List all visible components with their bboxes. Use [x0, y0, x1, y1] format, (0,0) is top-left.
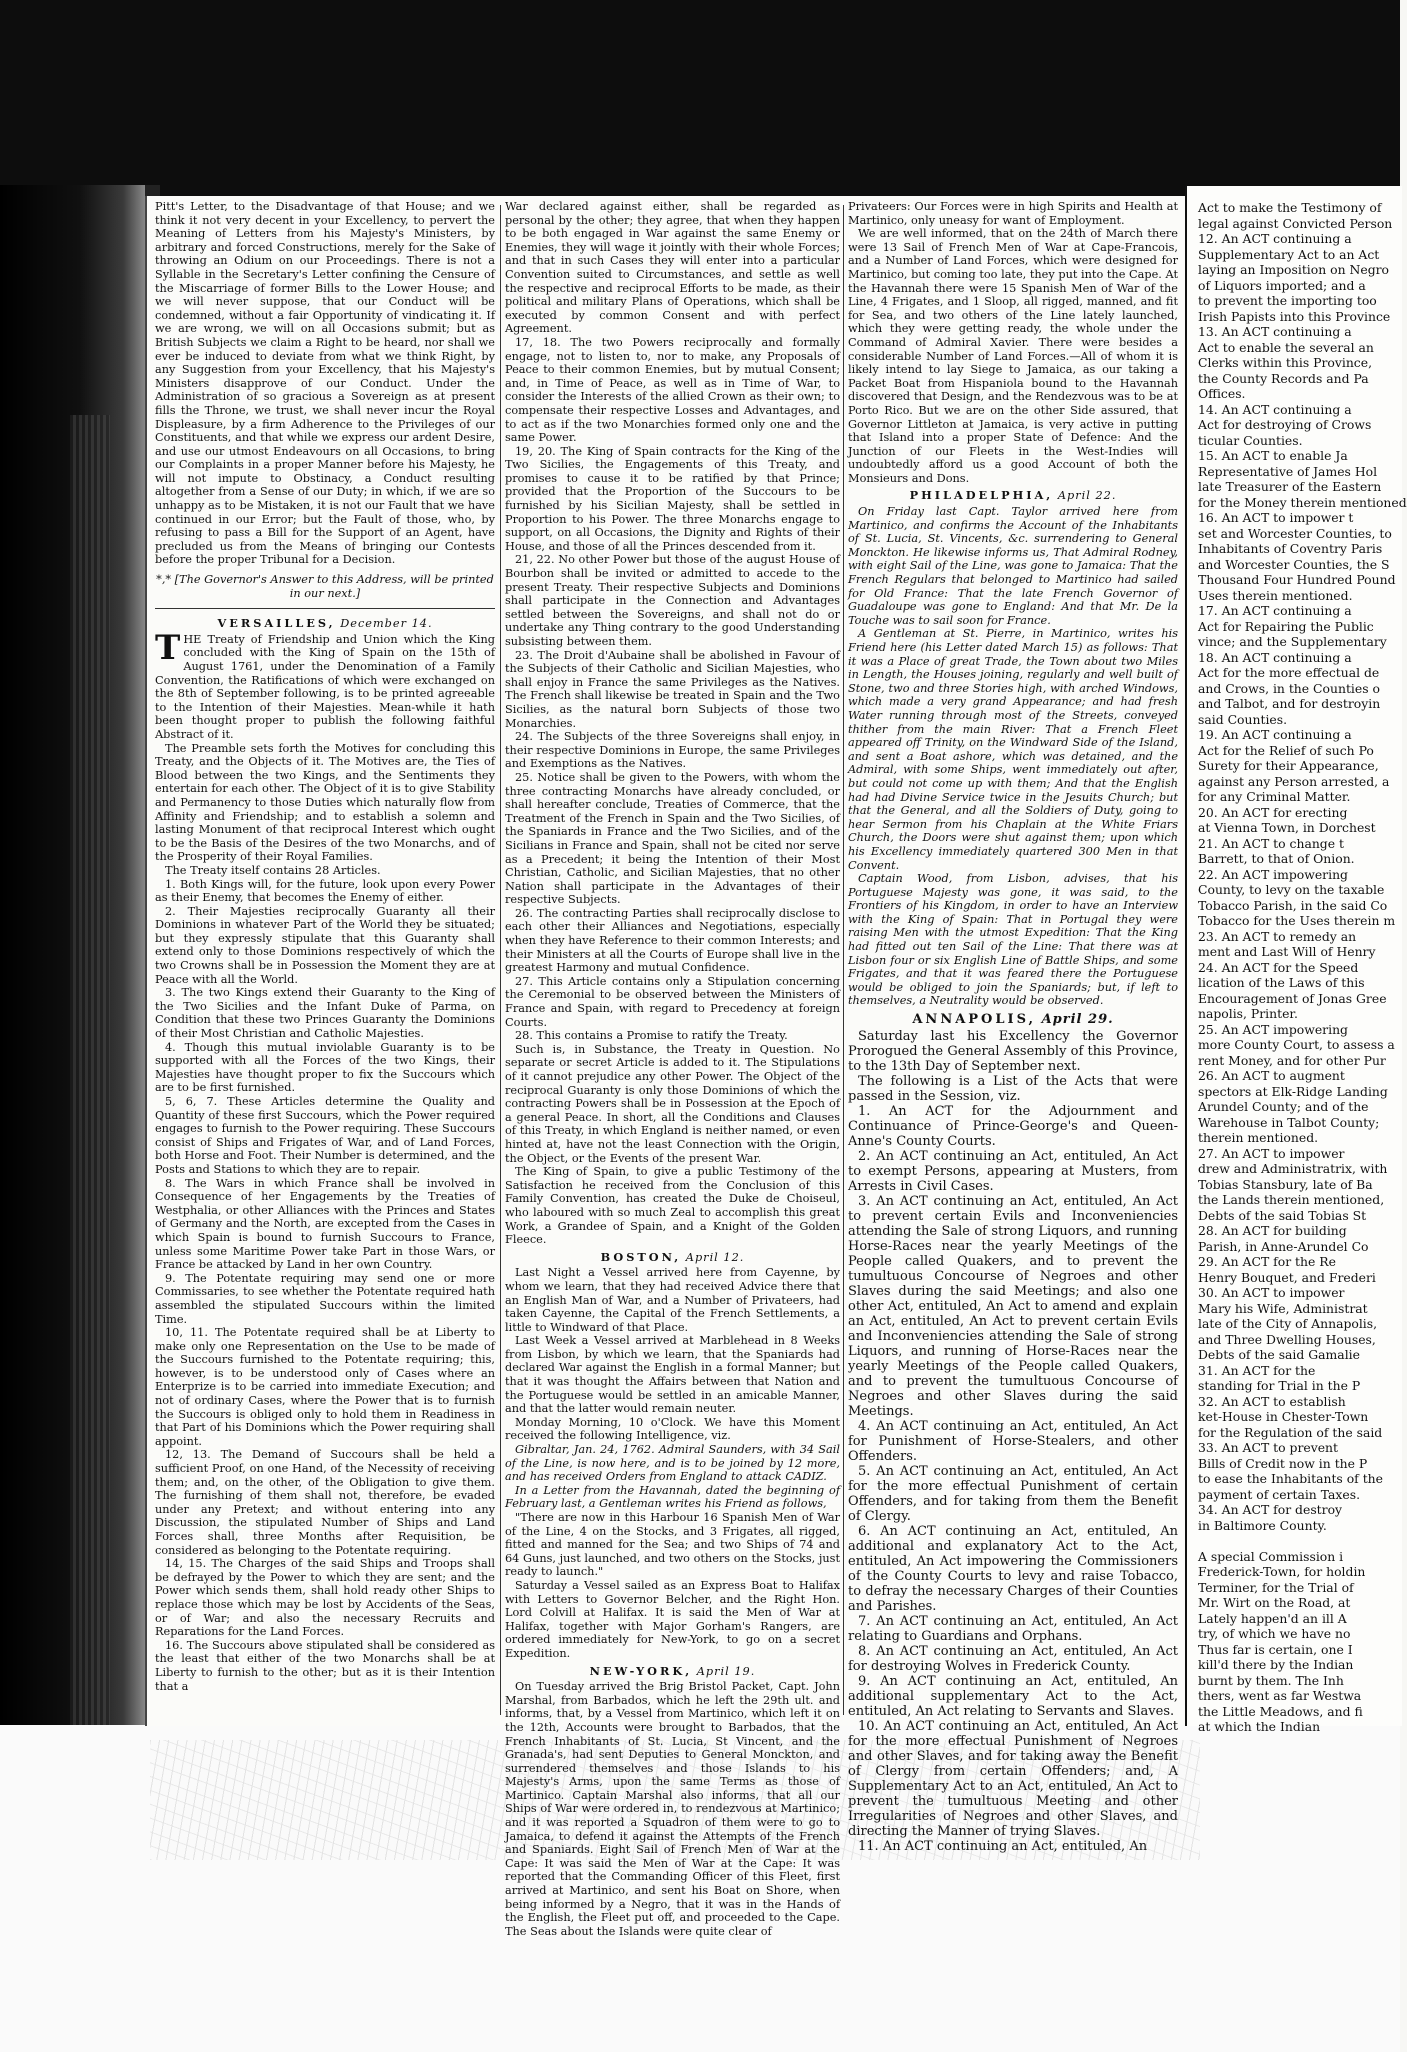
article-paragraph: 3. The two Kings extend their Guaranty to the King of the Two Sicilies and the Infant Duke of Parma, on Condition that these two Princes Guaranty the Dominions of their Most Christian and Catholic Majesties. [155, 986, 495, 1041]
article-paragraph: 21, 22. No other Power but those of the august House of Bourbon shall be invited or admitted to accede to the present Treaty. Their respective Subjects and Dominions shall participate in the Connection and Advantages settled between the Sovereigns, and shall not do or undertake any Thing contrary to the good Understanding subsisting between them. [505, 553, 840, 648]
column-rule [843, 205, 844, 1715]
dateline-place: ANNAPOLIS, [912, 1012, 1037, 1028]
cropped-line: ket-House in Chester-Town [1198, 1409, 1369, 1424]
dateline-place: VERSAILLES, [217, 616, 336, 631]
cropped-line: 19. An ACT continuing a [1198, 727, 1352, 742]
cropped-line: set and Worcester Counties, to [1198, 525, 1392, 541]
article-paragraph: Monday Morning, 10 o'Clock. We have this Moment received the following Intelligence, viz. [505, 1415, 840, 1443]
article-paragraph: 25. Notice shall be given to the Powers, with whom the three contracting Monarchs have already concluded, or shall hereafter conclude, Treaties of Commerce, that the Treatment of the French in Spain and the Two Sicilies, of the Spaniards in France and the Two Sicilies, and of the Sicilians in France and Spain, shall not be cited nor serve as a Precedent; it being the Intention of their Most Christian, Catholic, and Sicilian Majesties, that no other Nation shall participate in the Advantages of their respective Subjects. [505, 770, 840, 907]
article-paragraph: On Tuesday arrived the Brig Bristol Packet, Capt. John Marshal, from Barbados, which he left the 29th ult. and informs, that, by a Vessel from Martinico, which left it on the 12th, Accounts were brought to Barbados, that the French Inhabitants of St. Lucia, St Vincent, and the Granada's, had sent Deputies to General Monckton, and surrendered themselves and those Islands to his Majesty's Arms, upon the same Terms as those of Martinico. Captain Marshal also informs, that all our Ships of War were ordered in, to rendezvous at Martinico; and it was reported a Squadron of them were to go to Jamaica, to defend it against the Attempts of the French and Spaniards. Eight Sail of French Men of War at the Cape: It was said the Men of War at the Cape: It was reported that the Commanding Officer of this Fleet, first arrived at Martinico, and sent his Boat on Shore, when being informed by a Negro, that it was in the Hands of the English, the Fleet put off, and proceeded to the Cape. The Seas about the Islands were quite clear of [505, 1680, 840, 1938]
cropped-line [1198, 1533, 1400, 1549]
cropped-line: A special Commission i [1198, 1548, 1344, 1564]
act-item: 8. An ACT continuing an Act, entituled, An Act for destroying Wolves in Frederick County. [848, 1644, 1178, 1675]
binding-texture [70, 415, 110, 1855]
act-item: 9. An ACT continuing an Act, entituled, An additional supplementary Act to the Act, entituled, An Act relating to Servants and Slaves. [848, 1674, 1178, 1720]
cropped-line: Terminer, for the Trial of [1198, 1579, 1354, 1595]
column-4-cropped [1198, 200, 1407, 1734]
cropped-line: 12. An ACT continuing a [1198, 231, 1352, 246]
cropped-line: 33. An ACT to prevent [1198, 1440, 1338, 1455]
cropped-line: 21. An ACT to change t [1198, 835, 1344, 851]
cropped-line: 32. An ACT to establish [1198, 1393, 1346, 1409]
dateline [505, 1251, 840, 1265]
cropped-line: 22. An ACT impowering [1198, 866, 1348, 882]
dateline [155, 617, 495, 631]
cropped-line: standing for Trial in the P [1198, 1378, 1361, 1393]
cropped-line: Thousand Four Hundred Pound [1198, 572, 1396, 587]
act-item: 2. An ACT continuing an Act, entituled, An Act to exempt Persons, appearing at Musters, from Arrests in Civil Cases. [848, 1149, 1178, 1195]
article-paragraph: Such is, in Substance, the Treaty in Question. No separate or secret Article is added to it. The Stipulations of it cannot prejudice any other Power. The Object of the reciprocal Guaranty is only those Dominions of which the contracting Powers shall be in Possession at the Epoch of a general Peace. In short, all the Conditions and Clauses of this Treaty, in which England is neither named, or even hinted at, have not the least Connection with the Origin, the Object, or the Events of the present War. [505, 1042, 840, 1165]
article-paragraph: Pitt's Letter, to the Disadvantage of that House; and we think it not very decent in your Excellency, to pervert the Meaning of Letters from his Majesty's Ministers, by arbitrary and forced Constructions, merely for the Sake of throwing an Odium on our Proceedings. There is not a Syllable in the Secretary's Letter confining the Censure of the Miscarriage of former Bills to the Lower House; and we will never suppose, that our Conduct will be condemned, without a fair Opportunity of vindicating it. If we are wrong, we will on all Occasions submit; but as British Subjects we claim a Right to be heard, nor shall we ever be induced to deviate from what we think Right, by any Suggestion from your Excellency, that his Majesty's Ministers disapprove of our Conduct. Under the Administration of so gracious a Sovereign as at present fills the Throne, we trust, we shall never incur the Royal Displeasure, by a firm Adherence to the Privileges of our Constituents, and that while we express our ardent Desire, and use our utmost Endeavours on all Occasions, to bring our Complaints in a proper Manner before his Majesty, he will not impute to Obstinacy, a Conduct resulting altogether from a Sense of our Duty; in which, if we are so unhappy as to be Mistaken, it is not our Fault that we have continued in our Error; but the Fault of those, who, by refusing to pass a Bill for the Support of an Agent, have precluded us from the Means of bringing our Contests before the proper Tribunal for a Decision. [155, 200, 495, 567]
cropped-line: ticular Counties. [1198, 432, 1303, 448]
column-1 [155, 200, 495, 1725]
cropped-line: Act to enable the several an [1198, 339, 1374, 355]
article-paragraph: The Treaty itself contains 28 Articles. [165, 863, 381, 877]
cropped-line: 27. An ACT to impower [1198, 1145, 1345, 1161]
cropped-line: Thus far is certain, one I [1198, 1641, 1353, 1657]
cropped-line: vince; and the Supplementary [1198, 634, 1387, 649]
paragraph-text: HE Treaty of Friendship and Union which the King concluded with the King of Spain on the 15th of August 1761, under the Denomination of a Family Convention, the Ratifications of which were exchanged on the 8th of September following, is to be printed agreeable to the Intention of their Majesties. Mean-while it hath been thought proper to publish the following faithful Abstract of it. [155, 632, 495, 741]
cropped-line: and Crows, in the Counties o [1198, 680, 1380, 696]
cropped-line: the County Records and Pa [1198, 370, 1369, 386]
article-paragraph: Privateers: Our Forces were in high Spirits and Health at Martinico, only uneasy for want of Employment. [848, 200, 1178, 227]
cropped-line: Bills of Credit now in the P [1198, 1455, 1368, 1471]
cropped-line: Offices. [1198, 386, 1246, 401]
cropped-line: Tobacco Parish, in the said Co [1198, 897, 1388, 913]
article-paragraph: Captain Wood, from Lisbon, advises, that his Portuguese Majesty was gone, it was said, to the Frontiers of his Kingdom, in order to have an Interview with the King of Spain: That in Portugal they were raising Men with the utmost Expedition: That the King had fitted out ten Sail of the Line: That there was at Lisbon four or six English Line of Battle Ships, and some Frigates, and that it was feared there the Portuguese would be obliged to join the Spaniards; but, if left to themselves, a Neutrality would be observed. [848, 872, 1178, 1008]
editor-note: *,* [The Governor's Answer to this Address, will be printed in our next.] [156, 573, 494, 600]
dateline-date: April 22. [1057, 489, 1117, 503]
dateline-place: NEW-YORK, [589, 1663, 693, 1678]
divider [155, 608, 495, 609]
cropped-line: against any Person arrested, a [1198, 773, 1390, 789]
cropped-line: and Three Dwelling Houses, [1198, 1331, 1376, 1347]
cropped-line: Parish, in Anne-Arundel Co [1198, 1238, 1369, 1254]
cropped-line: Arundel County; and of the [1198, 1099, 1369, 1114]
cropped-line: Warehouse in Talbot County; [1198, 1114, 1380, 1130]
article-paragraph: 12, 13. The Demand of Succours shall be held a sufficient Proof, on one Hand, of the Necessity of receiving them; and, on the other, of the Obligation to give them. The furnishing of them shall not, therefore, be evaded under any Pretext; and without entering into any Discussion, the stipulated Number of Ships and Land Forces shall, three Months after Requisition, be considered as belonging to the Potentate requiring. [155, 1448, 495, 1557]
cropped-line: 15. An ACT to enable Ja [1198, 448, 1348, 463]
cropped-line: Debts of the said Gamalie [1198, 1347, 1360, 1362]
cropped-line: the Lands therein mentioned, [1198, 1192, 1385, 1207]
cropped-line: legal against Convicted Person [1198, 215, 1393, 231]
cropped-line: spectors at Elk-Ridge Landing [1198, 1083, 1388, 1099]
article-paragraph: Last Night a Vessel arrived here from Cayenne, by whom we learn, that they had received Advice there that an English Man of War, and a Number of Privateers, had taken Cayenne, the Capital of the French Settlements, a little to Windward of that Place. [505, 1266, 840, 1334]
cropped-line: Supplementary Act to an Act [1198, 246, 1380, 262]
cropped-line: and Worcester Counties, the S [1198, 556, 1390, 572]
act-item: 1. An ACT for the Adjournment and Continuance of Prince-George's and Queen-Anne's County Courts. [848, 1104, 1178, 1150]
act-item: 10. An ACT continuing an Act, entituled, An Act for the more effectual Punishment of Negroes and other Slaves, and for taking away the Benefit of Clergy from certain Offenders; and, A Supplementary Act to an Act, entituled, An Act to prevent the tumultuous Meeting and other Irregularities of Negroes and other Slaves, and directing the Manner of trying Slaves. [848, 1719, 1178, 1840]
article-paragraph: 2. Their Majesties reciprocally Guaranty all their Dominions in whatever Part of the World they be situated; but they expressly stipulate that this Guaranty shall extend only to those Dominions respectively of which the two Crowns shall be in Possession the Moment they are at Peace with all the World. [155, 904, 495, 986]
column-rule [500, 205, 501, 1715]
article-paragraph: In a Letter from the Havannah, dated the beginning of February last, a Gentleman writes his Friend as follows, [505, 1483, 840, 1511]
cropped-line: Act for the more effectual de [1198, 665, 1380, 680]
cropped-line: 18. An ACT continuing a [1198, 649, 1352, 665]
article-paragraph: Saturday a Vessel sailed as an Express Boat to Halifax with Letters to Governor Belcher, and the Right Hon. Lord Colvill at Halifax. It is said the Men of War at Halifax, together with Major Gorham's Rangers, are ordered immediately for New-York, to go on a secret Expedition. [505, 1578, 840, 1660]
article-paragraph: 8. The Wars in which France shall be involved in Consequence of her Engagements by the Treaties of Westphalia, or other Alliances with the Princes and States of Germany and the North, are excepted from the Cases in which Spain is bound to furnish Succours to France, unless some Maritime Power take Part in those Wars, or France be attacked by Land in her own Country. [155, 1176, 495, 1272]
cropped-line: 16. An ACT to impower t [1198, 510, 1354, 525]
article-paragraph: The Preamble sets forth the Motives for concluding this Treaty, and the Objects of it. The Motives are, the Ties of Blood between the two Kings, and the Sentiments they entertain for each other. The Object of it is to give Stability and Permanency to those Duties which naturally flow from Affinity and Friendship; and to establish a solemn and lasting Monument of that reciprocal Interest which ought to be the Basis of the Desires of the two Monarchs, and of the Prosperity of their Royal Families. [155, 741, 495, 864]
article-paragraph: 28. This contains a Promise to ratify the Treaty. [515, 1029, 788, 1043]
cropped-line: Barrett, to that of Onion. [1198, 851, 1355, 866]
cropped-line: Mr. Wirt on the Road, at [1198, 1595, 1351, 1610]
cropped-line: 34. An ACT for destroy [1198, 1502, 1343, 1517]
dateline-date: April 19. [696, 1664, 756, 1678]
article-paragraph: 24. The Subjects of the three Sovereigns shall enjoy, in their respective Dominions in Europe, the same Privileges and Exemptions as the Natives. [505, 730, 840, 771]
cropped-line: Lately happen'd an ill A [1198, 1610, 1347, 1626]
cropped-line: Inhabitants of Coventry Paris [1198, 541, 1383, 556]
cropped-line: lication of the Laws of this [1198, 975, 1365, 990]
cropped-line: of Liquors imported; and a [1198, 277, 1366, 293]
article-paragraph: 23. The Droit d'Aubaine shall be abolished in Favour of the Subjects of their Catholic and Sicilian Majesties, who shall enjoy in France the same Privileges as the Natives. The French shall likewise be treated in Spain and the Two Sicilies, as the natural born Subjects of those two Monarchies. [505, 648, 840, 730]
cropped-line: 14. An ACT continuing a [1198, 401, 1352, 417]
cropped-line: late of the City of Annapolis, [1198, 1316, 1378, 1331]
cropped-line: Clerks within this Province, [1198, 355, 1373, 370]
cropped-line: more County Court, to assess a [1198, 1037, 1395, 1052]
act-item: 6. An ACT continuing an Act, entituled, An additional and explanatory Act to the Act, entituled, An Act impowering the Commissioners of the County Courts to levy and raise Tobacco, to defray the necessary Charges of their Counties and Parishes. [848, 1524, 1178, 1615]
article-paragraph: 9. The Potentate requiring may send one or more Commissaries, to see whether the Potentate required hath assembled the stipulated Succours within the limited Time. [155, 1271, 495, 1326]
article-paragraph: "There are now in this Harbour 16 Spanish Men of War of the Line, 4 on the Stocks, and 3 Frigates, all rigged, fitted and manned for the Sea; and two Ships of 74 and 64 Guns, just launched, and two others on the Stocks, just ready to launch." [505, 1511, 840, 1579]
cropped-line: Surety for their Appearance, [1198, 758, 1379, 773]
cropped-line: 20. An ACT for erecting [1198, 804, 1348, 820]
cropped-line: 30. An ACT to impower [1198, 1285, 1345, 1300]
cropped-line: 24. An ACT for the Speed [1198, 959, 1359, 975]
cropped-line: said Counties. [1198, 711, 1288, 727]
cropped-line: late Treasurer of the Eastern [1198, 479, 1382, 494]
cropped-line: laying an Imposition on Negro [1198, 262, 1390, 277]
cropped-line: Act for the Relief of such Po [1198, 742, 1374, 758]
cropped-line: for the Regulation of the said [1198, 1424, 1383, 1440]
cropped-line: 31. An ACT for the [1198, 1362, 1316, 1378]
cropped-line: ment and Last Will of Henry [1198, 944, 1376, 959]
article-paragraph: The King of Spain, to give a public Testimony of the Satisfaction he received from the Conclusion of this Family Convention, has created the Duke de Choiseul, who laboured with so much Zeal to accomplish this great Work, a Grandee of Spain, and a Knight of the Golden Fleece. [505, 1165, 840, 1247]
cropped-line: 17. An ACT continuing a [1198, 603, 1352, 618]
cropped-line: and Talbot, and for destroyin [1198, 696, 1381, 711]
cropped-line: 28. An ACT for building [1198, 1223, 1347, 1238]
article-paragraph: 4. Though this mutual inviolable Guaranty is to be supported with all the Forces of the two Kings, their Majesties have thought proper to fix the Succours which are to be first furnished. [155, 1040, 495, 1095]
article-paragraph: 5, 6, 7. These Articles determine the Quality and Quantity of these first Succours, which the Power required engages to furnish to the Power requiring. These Succours consist of Ships and Frigates of War, and of Land Forces, both Horse and Foot. Their Number is determined, and the Posts and Stations to which they are to repair. [155, 1095, 495, 1176]
column-3 [848, 200, 1178, 1855]
dateline-date: December 14. [340, 617, 433, 631]
cropped-line: 13. An ACT continuing a [1198, 324, 1352, 339]
cropped-line: for any Criminal Matter. [1198, 789, 1351, 804]
article-paragraph: Last Week a Vessel arrived at Marblehead in 8 Weeks from Lisbon, by which we learn, that the Spaniards had declared War against the English in a formal Manner; but that it was thought the Affairs between that Nation and the Portuguese would be settled in an amicable Manner, and that the latter would remain neuter. [505, 1334, 840, 1416]
cropped-line: to ease the Inhabitants of the [1198, 1471, 1383, 1486]
drop-cap: T [155, 627, 181, 668]
cropped-line: drew and Administratrix, with [1198, 1161, 1388, 1176]
cropped-line: thers, went as far Westwa [1198, 1688, 1362, 1703]
cropped-line: Irish Papists into this Province [1198, 308, 1391, 324]
article-paragraph: Gibraltar, Jan. 24, 1762. Admiral Saunders, with 34 Sail of the Line, is now here, and is to be joined by 12 more, and has received Orders from England to attack CADIZ. [505, 1443, 840, 1484]
column-2 [505, 200, 840, 1938]
cropped-line: rent Money, and for other Pur [1198, 1052, 1386, 1068]
cropped-line: Act for Repairing the Public [1198, 618, 1374, 634]
article-paragraph: 27. This Article contains only a Stipulation concerning the Ceremonial to be observed between the Ministers of France and Spain, with regard to Precedency at foreign Courts. [505, 974, 840, 1029]
cropped-line: 23. An ACT to remedy an [1198, 928, 1357, 944]
cropped-line: 26. An ACT to augment [1198, 1068, 1345, 1083]
dateline-place: PHILADELPHIA, [909, 488, 1054, 503]
cropped-line: napolis, Printer. [1198, 1006, 1298, 1021]
article-paragraph: We are well informed, that on the 24th of March there were 13 Sail of French Men of War at Cape-Francois, and a Number of Land Forces, which were designed for Martinico, but coming too late, they put into the Cape. At the Havannah there were 15 Spanish Men of War of the Line, 4 Frigates, and 1 Sloop, all rigged, manned, and fit for Sea, and two others of the Line lately launched, which they were getting ready, the whole under the Command of Admiral Xavier. There were besides a considerable Number of Land Forces.—All of whom it is likely intend to lay Siege to Jamaica, as our taking a Packet Boat from Hispaniola bound to the Havannah discovered that Design, and the Rendezvous was to be at Porto Rico. But we are on the other Side assured, that Governor Littleton at Jamaica, is very active in putting that Island into a proper State of Defence: And the Junction of our Fleets in the West-Indies will undoubtedly afford us a good Account of both the Monsieurs and Dons. [848, 227, 1178, 485]
article-paragraph: The following is a List of the Acts that were passed in the Session, viz. [848, 1074, 1178, 1105]
cropped-line: Tobacco for the Uses therein m [1198, 913, 1396, 928]
cropped-line: try, of which we have no [1198, 1626, 1351, 1641]
act-item: 11. An ACT continuing an Act, entituled, An [858, 1839, 1148, 1855]
cropped-line: 25. An ACT impowering [1198, 1021, 1348, 1037]
article-paragraph: 17, 18. The two Powers reciprocally and formally engage, not to listen to, nor to make, any Proposals of Peace to their common Enemies, but by mutual Consent; and, in Time of Peace, as well as in Time of War, to consider the Interests of the allied Crown as their own; to compensate their respective Losses and Advantages, and to act as if the two Monarchies formed only one and the same Power. [505, 335, 840, 445]
dateline-place: BOSTON, [600, 1249, 682, 1264]
cropped-line: in Baltimore County. [1198, 1517, 1327, 1533]
article-paragraph: On Friday last Capt. Taylor arrived here from Martinico, and confirms the Account of the Inhabitants of St. Lucia, St. Vincents, &c. surrendering to General Monckton. He likewise informs us, That Admiral Rodney, with eight Sail of the Line, was gone to Jamaica: That the French Regulars that belonged to Martinico had sailed for Old France: That the late French Governor of Guadaloupe was gone to England: And that Mr. De la Touche was to sail soon for France. [848, 505, 1178, 627]
dateline [848, 1012, 1178, 1027]
act-item: 5. An ACT continuing an Act, entituled, An Act for the more effectual Punishment of certain Offenders, and for taking from them the Benefit of Clergy. [848, 1464, 1178, 1525]
cropped-line: to prevent the importing too [1198, 293, 1377, 308]
article-paragraph: Saturday last his Excellency the Governor Prorogued the General Assembly of this Province, to the 13th Day of September next. [848, 1029, 1178, 1075]
article-paragraph: War declared against either, shall be regarded as personal by the other; they agree, that when they happen to be both engaged in War against the same Enemy or Enemies, they will wage it jointly with their whole Forces; and that in such Cases they will enter into a particular Convention suited to Circumstances, and settle as well the respective and reciprocal Efforts to be made, as their political and military Plans of Operations, which shall be executed by common Consent and with perfect Agreement. [505, 200, 840, 336]
cropped-line: Frederick-Town, for holdin [1198, 1564, 1366, 1579]
cropped-line: at which the Indian [1198, 1719, 1321, 1734]
cropped-line: Act to make the Testimony of [1198, 200, 1382, 215]
article-paragraph: A Gentleman at St. Pierre, in Martinico, writes his Friend here (his Letter dated March 15) as follows: That it was a Place of great Trade, the Town about two Miles in Length, the Houses joining, regularly and well built of Stone, two and three Stories high, with arched Windows, which made a very grand Appearance; and had fresh Water running through most of the Streets, conveyed thither from the main River: That a French Fleet appeared off Trinity, on the Windward Side of the Island, and sent a Boat ashore, which was detained, and the Admiral, with some Ships, went immediately out after, but could not come up with them; And that the English had had Divine Service twice in the Jesuits Church; but that the General, and all the Soldiers of Duty, going to hear Sermon from his Chaplain at the White Friars Church, the Doors were shut against them; upon which his Excellency immediately quartered 300 Men in that Convent. [848, 627, 1178, 872]
cropped-line: Tobias Stansbury, late of Ba [1198, 1176, 1373, 1192]
cropped-line: burnt by them. The Inh [1198, 1672, 1344, 1688]
article-paragraph: 16. The Succours above stipulated shall be considered as the least that either of the two Monarchs shall be at Liberty to furnish to the other; but as it is their Intention that a [155, 1638, 495, 1693]
dateline-date: April 29. [1041, 1012, 1114, 1028]
dateline-date: April 12. [685, 1250, 745, 1264]
cropped-line: Act for destroying of Crows [1198, 417, 1372, 432]
dateline [848, 489, 1178, 503]
cropped-line: Debts of the said Tobias St [1198, 1207, 1367, 1223]
cropped-line: kill'd there by the Indian [1198, 1657, 1354, 1672]
article-paragraph: 14, 15. The Charges of the said Ships and Troops shall be defrayed by the Power to which they are sent; and the Power which sends them, shall hold ready other Ships to replace those which may be lost by Accidents of the Seas, or of War; and also the necessary Recruits and Reparations for the Land Forces. [155, 1557, 495, 1639]
cropped-line: for the Money therein mentioned [1198, 494, 1407, 510]
act-item: 7. An ACT continuing an Act, entituled, An Act relating to Guardians and Orphans. [848, 1614, 1178, 1645]
book-binding [0, 185, 145, 1725]
cropped-line: at Vienna Town, in Dorchest [1198, 820, 1376, 835]
cropped-line: 29. An ACT for the Re [1198, 1254, 1336, 1269]
cropped-line: payment of certain Taxes. [1198, 1486, 1361, 1502]
cropped-line: the Little Meadows, and fi [1198, 1703, 1363, 1719]
cropped-line: Uses therein mentioned. [1198, 587, 1353, 603]
cropped-line: Representative of James Hol [1198, 463, 1378, 479]
cropped-line: therein mentioned. [1198, 1130, 1319, 1145]
article-paragraph: 10, 11. The Potentate required shall be at Liberty to make only one Representation on the Use to be made of the Succours furnished to the Potentate requiring; this, however, is to be understood only of Cases where an Enterprize is to be carried into immediate Execution; and not of ordinary Cases, where the Power that is to furnish the Succours is obliged only to hold them in Readiness in that Part of his Dominions which the Power requiring shall appoint. [155, 1326, 495, 1448]
article-paragraph [155, 627, 495, 742]
article-paragraph: 26. The contracting Parties shall reciprocally disclose to each other their Alliances and Negotiations, especially when they have Reference to their common Interests; and their Ministers at all the Courts of Europe shall live in the greatest Harmony and mutual Confidence. [505, 906, 840, 975]
cropped-line: County, to levy on the taxable [1198, 882, 1385, 897]
cropped-line: Mary his Wife, Administrat [1198, 1300, 1368, 1316]
act-item: 3. An ACT continuing an Act, entituled, An Act to prevent certain Evils and Inconveniencies attending the Sale of strong Liquors, and running Horse-Races near the yearly Meetings of the People called Quakers, and to prevent the tumultuous Concourse of Negroes and other Slaves during the said Meetings; and also one other Act, entituled, An Act to amend and explain an Act, entituled, An Act to prevent certain Evils and Inconveniencies attending the Sale of strong Liquors, and running of Horse-Races near the yearly Meetings of the People called Quakers, and to prevent the tumultuous Concourse of Negroes and other Slaves during the said Meetings. [848, 1194, 1178, 1420]
cropped-line: Encouragement of Jonas Gree [1198, 990, 1387, 1006]
act-item: 4. An ACT continuing an Act, entituled, An Act for Punishment of Horse-Stealers, and other Offenders. [848, 1419, 1178, 1465]
cropped-line: Henry Bouquet, and Frederi [1198, 1269, 1376, 1285]
article-paragraph: 1. Both Kings will, for the future, look upon every Power as their Enemy, that becomes the Enemy of either. [155, 877, 495, 905]
dateline [505, 1665, 840, 1679]
article-paragraph: 19, 20. The King of Spain contracts for the King of the Two Sicilies, the Engagements of this Treaty, and promises to cause it to be ratified by that Prince; provided that the Proportion of the Succours to be furnished by his Sicilian Majesty, shall be settled in Proportion to his Power. The three Monarchs engage to support, on all Occasions, the Dignity and Rights of their House, and those of all the Princes descended from it. [505, 444, 840, 553]
